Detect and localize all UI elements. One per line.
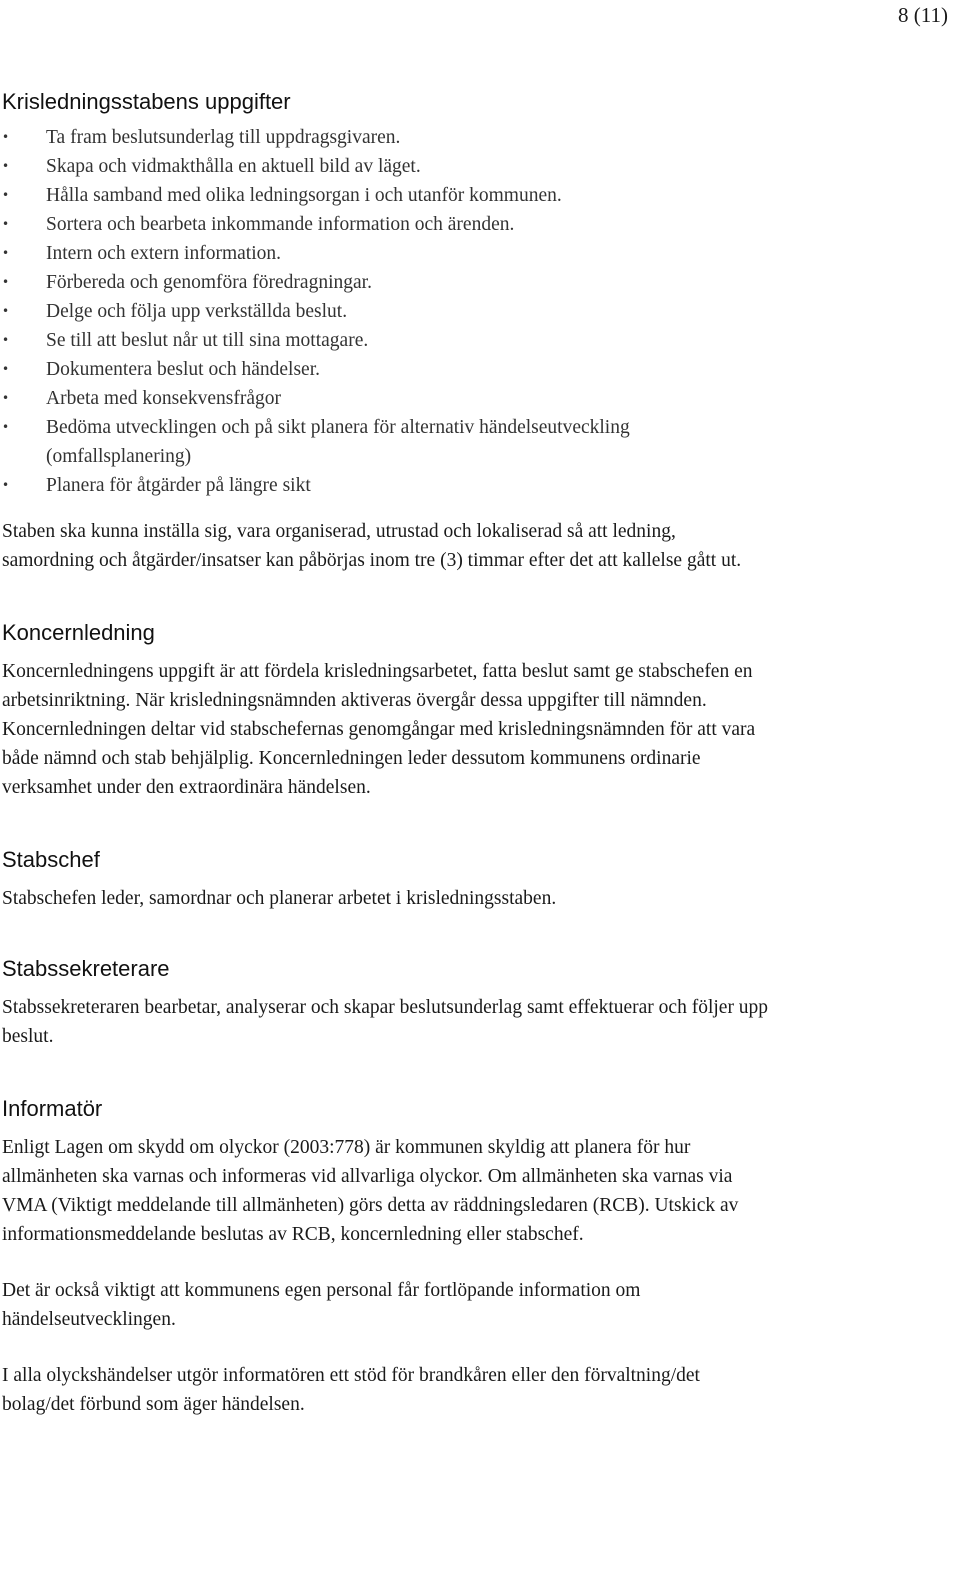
- list-item-text: Arbeta med konsekvensfrågor: [46, 388, 281, 409]
- list-item-text: Ta fram beslutsunderlag till uppdragsgivaren.: [46, 127, 401, 148]
- list-item: [2, 239, 772, 268]
- page-number: 8 (11): [898, 3, 948, 27]
- list-item: [2, 384, 772, 413]
- koncernledning-paragraph: Koncernledningens uppgift är att fördela krisledningsarbetet, fatta beslut samt ge stabschefen en arbetsinriktning. När krisledningsnämnden aktiveras övergår dessa uppgifter till nämnden. Koncernledningen deltar vid stabschefernas genomgångar med krisledningsnämnden för att vara både nämnd och stab behjälplig. Koncernledningen leder dessutom kommunens ordinarie verksamhet under den extraordinära händelsen.: [2, 661, 756, 798]
- bullet-icon: •: [2, 246, 10, 260]
- list-item: [2, 355, 772, 384]
- bullet-icon: •: [2, 478, 10, 492]
- bullet-icon: •: [2, 159, 10, 173]
- list-item-text: Skapa och vidmakthålla en aktuell bild av läget.: [46, 156, 421, 177]
- list-item-text: Hålla samband med olika ledningsorgan i och utanför kommunen.: [46, 185, 562, 206]
- informator-paragraph-2: Det är också viktigt att kommunens egen personal får fortlöpande information om händelseutvecklingen.: [2, 1280, 641, 1330]
- bullet-icon: •: [2, 420, 10, 434]
- informator-paragraph-1: Enligt Lagen om skydd om olyckor (2003:778) är kommunen skyldig att planera för hur allmänheten ska varnas och informeras vid allvarliga olyckor. Om allmänheten ska varnas via VMA (Viktigt meddelande till allmänheten) görs detta av räddningsledaren (RCB). Utskick av informationsmeddelande beslutas av RCB, koncernledning eller stabschef.: [2, 1137, 739, 1245]
- readiness-paragraph: Staben ska kunna inställa sig, vara organiserad, utrustad och lokaliserad så att ledning, samordning och åtgärder/insatser kan påbörjas inom tre (3) timmar efter det att kallelse gått ut.: [2, 521, 742, 571]
- bullet-icon: •: [2, 217, 10, 231]
- list-item: [2, 268, 772, 297]
- list-item: [2, 152, 772, 181]
- list-item: [2, 471, 772, 500]
- bullet-icon: •: [2, 333, 10, 347]
- list-item-text: Sortera och bearbeta inkommande information och ärenden.: [46, 214, 515, 235]
- document-body: [2, 88, 772, 1419]
- bullet-icon: •: [2, 362, 10, 376]
- list-item: [2, 123, 772, 152]
- list-item-text: Intern och extern information.: [46, 243, 281, 264]
- list-item: [2, 210, 772, 239]
- list-item: [2, 413, 772, 471]
- bullet-icon: •: [2, 188, 10, 202]
- bullet-icon: •: [2, 391, 10, 405]
- list-item: [2, 181, 772, 210]
- section-heading-koncernledning: Koncernledning: [2, 620, 155, 645]
- section-heading-stabssekreterare: Stabssekreterare: [2, 956, 170, 981]
- list-item-text: Se till att beslut når ut till sina mottagare.: [46, 330, 369, 351]
- list-item: [2, 326, 772, 355]
- section-heading-krisledningsstaben: Krisledningsstabens uppgifter: [2, 89, 291, 114]
- bullet-icon: •: [2, 130, 10, 144]
- list-item-text: Bedöma utvecklingen och på sikt planera för alternativ händelseutveckling (omfallsplanering): [46, 417, 630, 467]
- list-item: [2, 297, 772, 326]
- bullet-icon: •: [2, 304, 10, 318]
- stabssekreterare-paragraph: Stabssekreteraren bearbetar, analyserar och skapar beslutsunderlag samt effektuerar och följer upp beslut.: [2, 997, 769, 1047]
- section-heading-stabschef: Stabschef: [2, 847, 100, 872]
- list-item-text: Planera för åtgärder på längre sikt: [46, 475, 311, 496]
- list-item-text: Delge och följa upp verkställda beslut.: [46, 301, 348, 322]
- informator-paragraph-3: I alla olyckshändelser utgör informatören ett stöd för brandkåren eller den förvaltning/det bolag/det förbund som äger händelsen.: [2, 1365, 700, 1415]
- stabschef-paragraph: Stabschefen leder, samordnar och planerar arbetet i krisledningsstaben.: [2, 888, 557, 909]
- task-list: [2, 123, 772, 500]
- bullet-icon: •: [2, 275, 10, 289]
- list-item-text: Förbereda och genomföra föredragningar.: [46, 272, 372, 293]
- section-heading-informator: Informatör: [2, 1096, 103, 1121]
- list-item-text: Dokumentera beslut och händelser.: [46, 359, 320, 380]
